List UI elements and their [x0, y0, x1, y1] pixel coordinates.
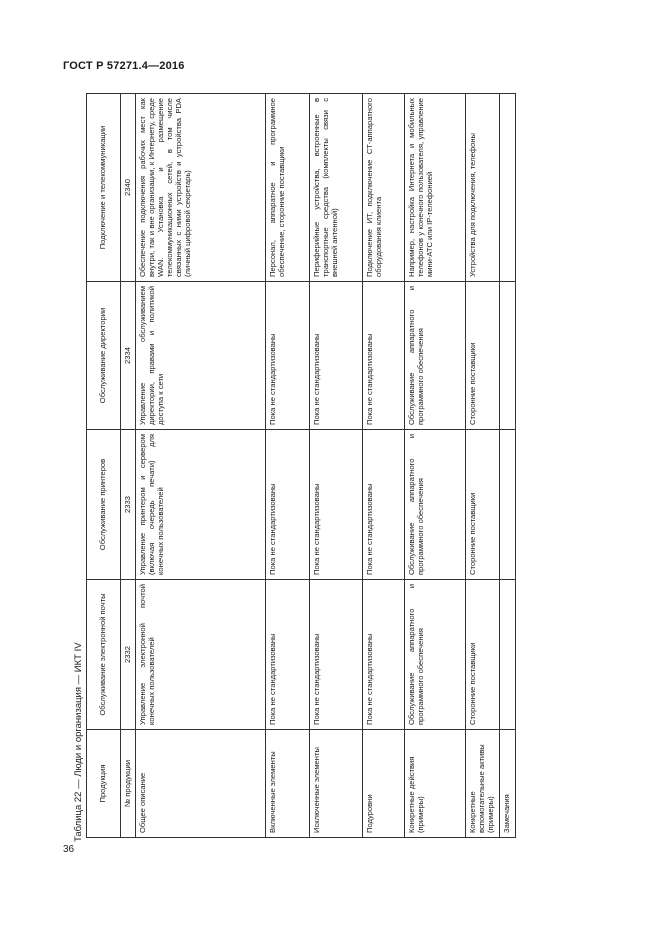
table-cell: Управление электронной почтой конечных пользователей	[136, 580, 266, 730]
row-label: Включенные элементы	[266, 730, 310, 838]
table-cell: Пока не стандартизованы	[363, 430, 405, 580]
code-cell: 2333	[121, 430, 136, 580]
table-row	[136, 94, 266, 838]
table-cell: Обслуживание аппаратного и программного обеспечения	[405, 580, 466, 730]
table-cell: Пока не стандартизованы	[266, 430, 310, 580]
header-cell-printers: Обслуживание принтеров	[87, 430, 121, 580]
row-label: Общее описание	[136, 730, 266, 838]
code-cell: 2340	[121, 94, 136, 282]
table-cell: Периферийные устройства, встроенные в транспортные средства (комплекты связи с внешней антенной)	[310, 94, 363, 282]
table-cell: Пока не стандартизованы	[266, 282, 310, 430]
row-label: Исключенные элементы	[310, 730, 363, 838]
table-row	[363, 94, 405, 838]
table-caption: Таблица 22 — Люди и организация — ИКТ IV	[73, 642, 84, 842]
header-cell-directory: Обслуживание директории	[87, 282, 121, 430]
row-label: Замечания	[499, 730, 515, 838]
table-cell: Управление обслуживанием директории, правами и политикой доступа к сети	[136, 282, 266, 430]
table-cell: Подключение ИТ, подключение СТ-аппаратного оборудования клиента	[363, 94, 405, 282]
table-cell: Пока не стандартизованы	[310, 430, 363, 580]
header-cell-email: Обслуживание электронной почты	[87, 580, 121, 730]
table-cell: Пока не стандартизованы	[363, 282, 405, 430]
document-header: ГОСТ Р 57271.4—2016	[63, 60, 185, 72]
table-cell: Пока не стандартизованы	[310, 580, 363, 730]
rotated-table-container	[86, 94, 511, 838]
table-cell: Устройства для подключения, телефоны	[466, 94, 500, 282]
table-cell: Сторонние поставщики	[466, 282, 500, 430]
code-cell: 2332	[121, 580, 136, 730]
table-cell: Обслуживание аппаратного и программного обеспечения	[405, 282, 466, 430]
table-cell: Обеспечение подключения рабочих мест как внутри, так и вне организации, к Интернету, среде WAN. Установка и размещение телекоммуникационных сетей, в том числе связанных с ними устройств и устройства PDA (личный цифровой секретарь)	[136, 94, 266, 282]
table-cell	[499, 94, 515, 282]
table-cell: Пока не стандартизованы	[266, 580, 310, 730]
table-row	[466, 94, 500, 838]
code-cell: 2334	[121, 282, 136, 430]
table-cell: Пока не стандартизованы	[363, 580, 405, 730]
table-header-row	[87, 94, 121, 838]
table-cell: Сторонние поставщики	[466, 430, 500, 580]
code-label: № продукции	[121, 730, 136, 838]
table-cell	[499, 430, 515, 580]
table-row	[499, 94, 515, 838]
row-label: Конкретные вспомогательные активы (примеры)	[466, 730, 500, 838]
table-cell	[499, 580, 515, 730]
table-cell: Например, настройка Интернета и мобильных телефонов у конечного пользователя, управление мини-АТС или IP-телефонией	[405, 94, 466, 282]
table-cell: Сторонние поставщики	[466, 580, 500, 730]
table-cell: Пока не стандартизованы	[310, 282, 363, 430]
table-cell: Управление принтером и сервером (включая очередь печати) для конечных пользователей	[136, 430, 266, 580]
row-label: Подуровни	[363, 730, 405, 838]
header-cell-product: Продукция	[87, 730, 121, 838]
table-row	[266, 94, 310, 838]
table-row	[310, 94, 363, 838]
row-label: Конкретные действия (примеры)	[405, 730, 466, 838]
table-cell	[499, 282, 515, 430]
table-cell: Персонал, аппаратное и программное обеспечение, сторонние поставщики	[266, 94, 310, 282]
page-number: 36	[63, 844, 75, 855]
table-row	[405, 94, 466, 838]
product-code-row	[121, 94, 136, 838]
product-table	[86, 93, 516, 838]
header-cell-connectivity: Подключение и телекоммуникации	[87, 94, 121, 282]
table-cell: Обслуживание аппаратного и программного обеспечения	[405, 430, 466, 580]
